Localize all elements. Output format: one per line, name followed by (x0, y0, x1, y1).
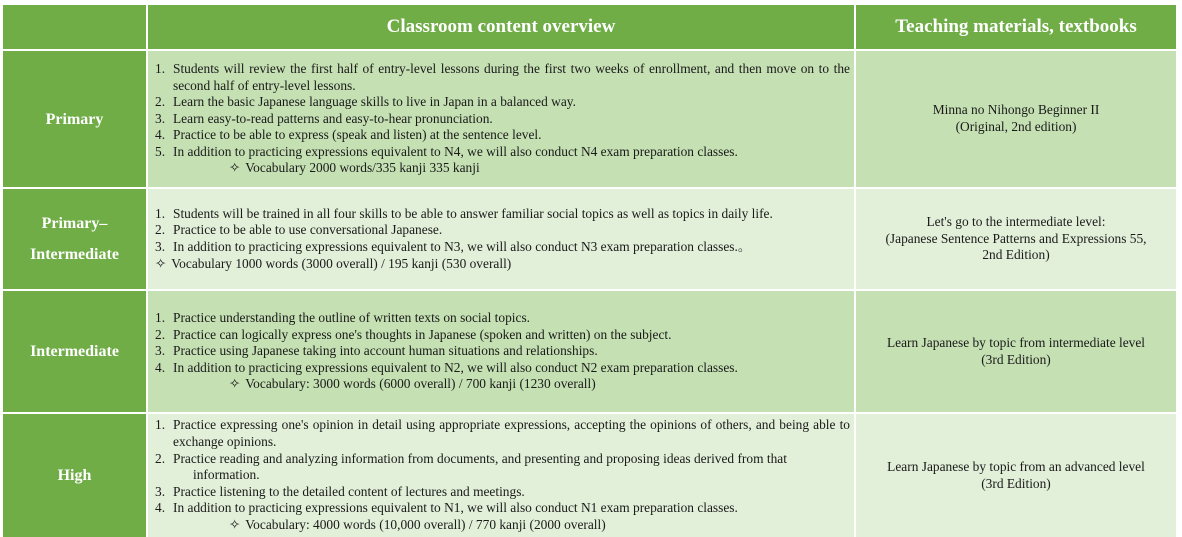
list-item: 3. Practice listening to the detailed content of lectures and meetings. (155, 483, 525, 499)
list-item: 2. Practice can logically express one's thoughts in Japanese (spoken and written) on the subject. (155, 326, 672, 342)
list-item: 4. Practice to be able to express (speak and listen) at the sentence level. (155, 127, 542, 143)
list-item: 2. Learn the basic Japanese language skills to live in Japan in a balanced way. (155, 94, 576, 110)
list-item: 4. In addition to practicing expressions equivalent to N1, we will also conduct N1 exam preparation classes. (155, 500, 738, 516)
list-item: 1. Practice understanding the outline of written texts on social topics. (155, 310, 530, 326)
level-intermediate (3, 291, 146, 412)
materials-primary-intermediate (856, 189, 1176, 289)
sparkle-icon: ✧ (229, 516, 241, 532)
content-list (155, 310, 850, 376)
material-line: (Japanese Sentence Patterns and Expressions 55, (885, 230, 1147, 246)
sparkle-icon: ✧ (229, 376, 241, 392)
list-item: 1. Practice expressing one's opinion in detail using appropriate expressions, accepting the opinions of others, and being able to exchange opinions. (155, 417, 850, 450)
level-label: Intermediate (30, 343, 119, 360)
list-item: 2. Practice reading and analyzing information from documents, and presenting and proposing ideas derived from that information. (155, 450, 787, 483)
level-primary (3, 51, 146, 187)
material-line: (Original, 2nd edition) (955, 119, 1077, 134)
list-item: 1. Students will review the first half of entry-level lessons during the first two weeks of enrollment, and then move on to the second half of entry-level lessons. (155, 60, 850, 93)
material-line: (3rd Edition) (981, 351, 1051, 367)
course-table (3, 5, 1176, 533)
materials-high (856, 414, 1176, 537)
list-item: 3. Practice using Japanese taking into account human situations and relationships. (155, 343, 598, 359)
materials-primary (856, 51, 1176, 187)
level-label: High (57, 467, 92, 484)
list-item: 3. In addition to practicing expressions equivalent to N3, we will also conduct N3 exam preparation classes.。 (155, 239, 752, 254)
material-line: Learn Japanese by topic from an advanced level (887, 458, 1145, 474)
content-list (155, 417, 850, 517)
header-content-title: Classroom content overview (148, 5, 854, 49)
vocabulary-line: ✧ Vocabulary: 4000 words (10,000 overall) / 770 kanji (2000 overall) (229, 516, 606, 532)
header-corner-cell (3, 5, 146, 49)
content-primary-intermediate (148, 189, 854, 289)
header-materials-title: Teaching materials, textbooks (856, 5, 1176, 49)
vocabulary-line: ✧ Vocabulary: 3000 words (6000 overall) / 700 kanji (1230 overall) (229, 376, 596, 392)
content-high (148, 414, 854, 537)
sparkle-icon: ✧ (155, 255, 167, 271)
level-label: Intermediate (30, 246, 119, 263)
material-line: (3rd Edition) (981, 475, 1051, 491)
list-item: 4. In addition to practicing expressions equivalent to N2, we will also conduct N2 exam preparation classes. (155, 359, 738, 375)
vocabulary-line: ✧ Vocabulary 2000 words/335 kanji 335 kanji (229, 160, 480, 176)
content-list (155, 206, 850, 256)
list-item: 1. Students will be trained in all four skills to be able to answer familiar social topics as well as topics in daily life. (155, 205, 773, 221)
level-label: Primary– (41, 215, 108, 232)
level-label: Primary (45, 110, 104, 128)
material-line: Let's go to the intermediate level: (926, 214, 1106, 230)
content-intermediate (148, 291, 854, 412)
level-primary-intermediate (3, 189, 146, 289)
material-line: Minna no Nihongo Beginner II (932, 102, 1100, 118)
sparkle-icon: ✧ (229, 160, 241, 176)
content-list (155, 61, 850, 161)
list-item: 5. In addition to practicing expressions equivalent to N4, we will also conduct N4 exam preparation classes. (155, 143, 738, 159)
content-primary (148, 51, 854, 187)
list-item: 2. Practice to be able to use conversational Japanese. (155, 222, 443, 238)
materials-intermediate (856, 291, 1176, 412)
list-item: 3. Learn easy-to-read patterns and easy-to-hear pronunciation. (155, 110, 493, 126)
level-high (3, 414, 146, 537)
material-line: Learn Japanese by topic from intermediate level (886, 334, 1146, 350)
material-line: 2nd Edition) (982, 247, 1050, 263)
vocabulary-line: ✧ Vocabulary 1000 words (3000 overall) / 195 kanji (530 overall) (155, 255, 512, 271)
